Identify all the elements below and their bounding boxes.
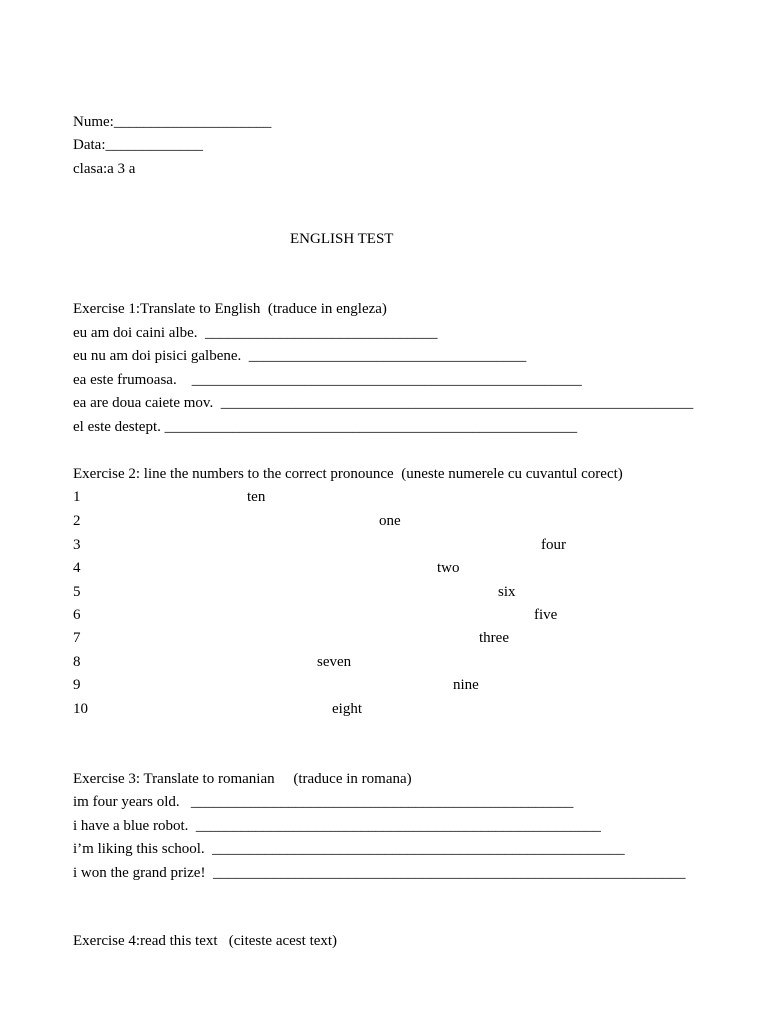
page-title: ENGLISH TEST — [290, 231, 394, 247]
exercise2-number: 5 — [73, 584, 81, 600]
exercise2-word: six — [498, 584, 516, 600]
exercise1-item: ea are doua caiete mov. _______________________________________________________________ — [73, 395, 694, 411]
exercise2-number: 4 — [73, 560, 81, 576]
exercise2-number: 10 — [73, 701, 88, 717]
exercise2-number: 9 — [73, 677, 81, 693]
exercise1-item: ea este frumoasa. ____________________________________________________ — [73, 372, 582, 388]
exercise2-word: seven — [317, 654, 352, 670]
exercise3-heading: Exercise 3: Translate to romanian (traduce in romana) — [73, 771, 412, 787]
exercise2-number: 3 — [73, 537, 81, 553]
exercise2-number: 2 — [73, 513, 81, 529]
exercise2-number: 8 — [73, 654, 81, 670]
exercise2-number: 7 — [73, 630, 81, 646]
exercise2-number: 1 — [73, 489, 81, 505]
exercise2-word: nine — [453, 677, 479, 693]
exercise3-item: i have a blue robot. ______________________________________________________ — [73, 818, 601, 834]
exercise1-item: eu nu am doi pisici galbene. _____________________________________ — [73, 348, 527, 364]
exercise2-word: five — [534, 607, 558, 623]
exercise2-word: four — [541, 537, 566, 553]
exercise2-word: two — [437, 560, 460, 576]
exercise1-item: el este destept. _______________________________________________________ — [73, 419, 578, 435]
name-field-line: Nume:_____________________ — [73, 114, 272, 130]
exercise2-word: ten — [247, 489, 266, 505]
exercise2-number: 6 — [73, 607, 81, 623]
exercise4-heading: Exercise 4:read this text (citeste acest text) — [73, 933, 338, 949]
class-line: clasa:a 3 a — [73, 161, 136, 177]
exercise2-word: one — [379, 513, 401, 529]
exercise1-heading: Exercise 1:Translate to English (traduce in engleza) — [73, 301, 387, 317]
exercise2-word: three — [479, 630, 509, 646]
exercise3-item: i won the grand prize! _______________________________________________________________ — [73, 865, 686, 881]
exercise1-item: eu am doi caini albe. _______________________________ — [73, 325, 438, 341]
exercise3-item: im four years old. ___________________________________________________ — [73, 794, 574, 810]
exercise2-heading: Exercise 2: line the numbers to the correct pronounce (uneste numerele cu cuvantul corect) — [73, 466, 623, 482]
exercise2-word: eight — [332, 701, 362, 717]
date-field-line: Data:_____________ — [73, 137, 203, 153]
exercise3-item: i’m liking this school. _______________________________________________________ — [73, 841, 625, 857]
